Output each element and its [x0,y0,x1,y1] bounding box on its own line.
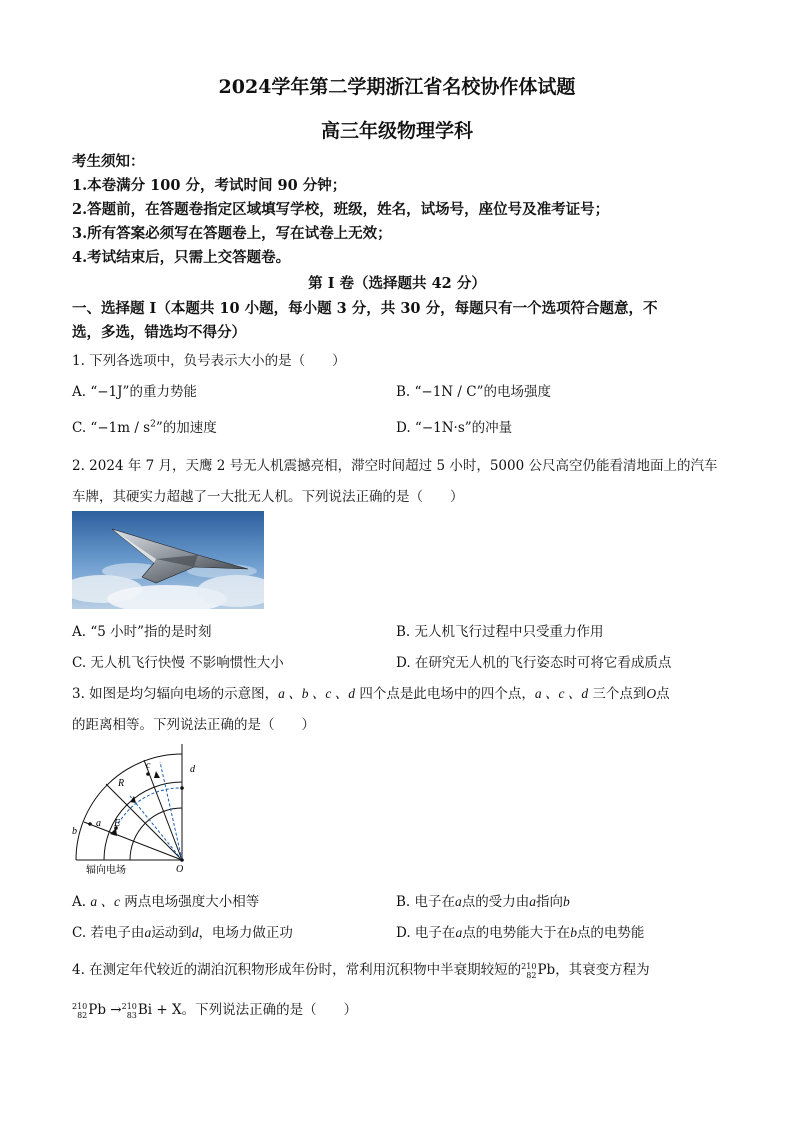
q3-origin: O [646,686,657,701]
drone-photo [72,511,264,609]
opt-var: a [455,894,462,909]
question-1-option-a: A. “−1J”的重力势能 [72,384,197,400]
q3-text: 四个点是此电场中的四个点， [355,686,535,702]
question-1-option-b: B. “−1N / C”的电场强度 [396,384,551,400]
notice-heading: 考生须知： [72,153,145,170]
question-2-option-c: C. 无人机飞行快慢 不影响惯性大小 [72,655,284,671]
atomic-number: 82 [77,1010,88,1020]
mass-number: 210 [521,961,537,971]
equation-lhs: Pb → [88,1002,122,1018]
opt-var: a [455,925,463,940]
option-c-exponent: 2 [150,419,156,430]
atomic-number: 83 [126,1010,137,1020]
question-4-stem [72,958,650,980]
opt-text: 点的受力由 [461,894,530,910]
q3-points: a 、c 、d [534,686,589,701]
section-instructions: 一、选择题 I（本题共 10 小题，每小题 3 分，共 30 分，每题只有一个选项符合题意，不 [72,300,658,317]
radial-field-diagram [66,740,206,876]
option-c-text: C. “−1m / s [72,420,151,436]
q3-points: a 、b 、c 、d [278,686,356,701]
atomic-number: 82 [526,970,537,980]
notice-item: 4.考试结束后，只需上交答题卷。 [72,249,291,266]
question-2-option-a: A. “5 小时”指的是时刻 [72,624,212,640]
nuclide-pb [72,1002,87,1020]
opt-text: 指向 [536,894,564,910]
equation-rhs: Bi + X [137,1002,182,1018]
opt-text: 两点电场强度大小相等 [119,894,260,910]
notice-item: 1.本卷满分 100 分，考试时间 90 分钟； [72,177,347,194]
q3-text: 点 [656,686,670,702]
q4-text: 4. 在测定年代较近的湖泊沉积物形成年份时，常利用沉积物中半衰期较短的 [72,962,522,978]
q4-text: 。下列说法正确的是（ ） [181,1002,358,1018]
equidistant-arc [116,788,182,828]
opt-var: a [529,894,537,909]
opt-text: A. [72,894,91,910]
opt-var: a 、c [90,894,120,909]
part-heading: 第 I 卷（选择题共 42 分） [308,275,486,292]
question-2-option-b: B. 无人机飞行过程中只受重力作用 [396,624,604,640]
label-b: b [72,826,77,837]
q3-text: 3. 如图是均匀辐向电场的示意图， [72,686,279,702]
opt-var: d [191,925,199,940]
point-d [180,786,184,790]
question-4-stem-cont [72,998,357,1020]
question-3-stem [72,682,670,702]
mass-number: 210 [72,1001,88,1011]
label-a: a [96,818,101,829]
opt-text: 点的电势能大于在 [462,925,571,941]
opt-text: 运动到 [151,925,192,941]
nuclide-bi [122,1002,137,1020]
q3-text: 三个点到 [588,686,647,702]
option-c-text-end: ”的加速度 [155,420,217,436]
opt-text: C. 若电子由 [72,925,145,941]
question-3-option-d [396,921,644,941]
page-title: 2024学年第二学期浙江省名校协作体试题 [218,76,576,98]
notice-item: 3.所有答案必须写在答题卷上，写在试卷上无效； [72,225,392,242]
opt-var: b [570,925,577,940]
label-c: c [146,760,151,771]
point-o [180,858,184,862]
question-2-stem-cont: 车牌，其硬实力超越了一大批无人机。下列说法正确的是（ ） [72,489,464,505]
label-r: R [118,778,125,789]
element-symbol: Pb [537,962,556,978]
q4-text: ，其衰变方程为 [555,962,650,978]
point-c [146,772,150,776]
opt-var: a [144,925,152,940]
opt-text: B. 电子在 [396,894,456,910]
question-3-option-a [72,890,259,910]
question-3-stem-cont: 的距离相等。下列说法正确的是（ ） [72,717,315,733]
question-3-option-b [396,890,570,910]
arrow-icon [154,771,160,778]
page-subtitle: 高三年级物理学科 [320,120,473,142]
diagram-caption: 辐向电场 [86,865,126,876]
opt-var: b [563,894,570,909]
opt-text: D. 电子在 [396,925,456,941]
label-d: d [190,764,195,775]
question-1-option-c [72,416,217,436]
question-2-stem: 2. 2024 年 7 月，天鹰 2 号无人机震撼亮相，滞空时间超过 5 小时，5000 公尺高空仍能看清地面上的汽车 [72,458,718,474]
question-1-stem: 1. 下列各选项中，负号表示大小的是（ ） [72,353,346,369]
section-instructions-cont: 选，多选，错选均不得分） [72,324,246,341]
question-3-option-c [72,921,293,941]
point-b [88,822,92,826]
opt-text: ，电场力做正功 [198,925,293,941]
mass-number: 210 [121,1001,137,1011]
question-1-option-d: D. “−1N·s”的冲量 [396,420,513,436]
notice-item: 2.答题前，在答题卷指定区域填写学校，班级，姓名，试场号，座位号及准考证号； [72,201,610,218]
question-2-option-d: D. 在研究无人机的飞行姿态时可将它看成质点 [396,655,672,671]
label-e: E [114,818,121,829]
opt-text: 点的电势能 [576,925,645,941]
label-o: O [176,864,184,875]
nuclide-pb [521,962,536,980]
